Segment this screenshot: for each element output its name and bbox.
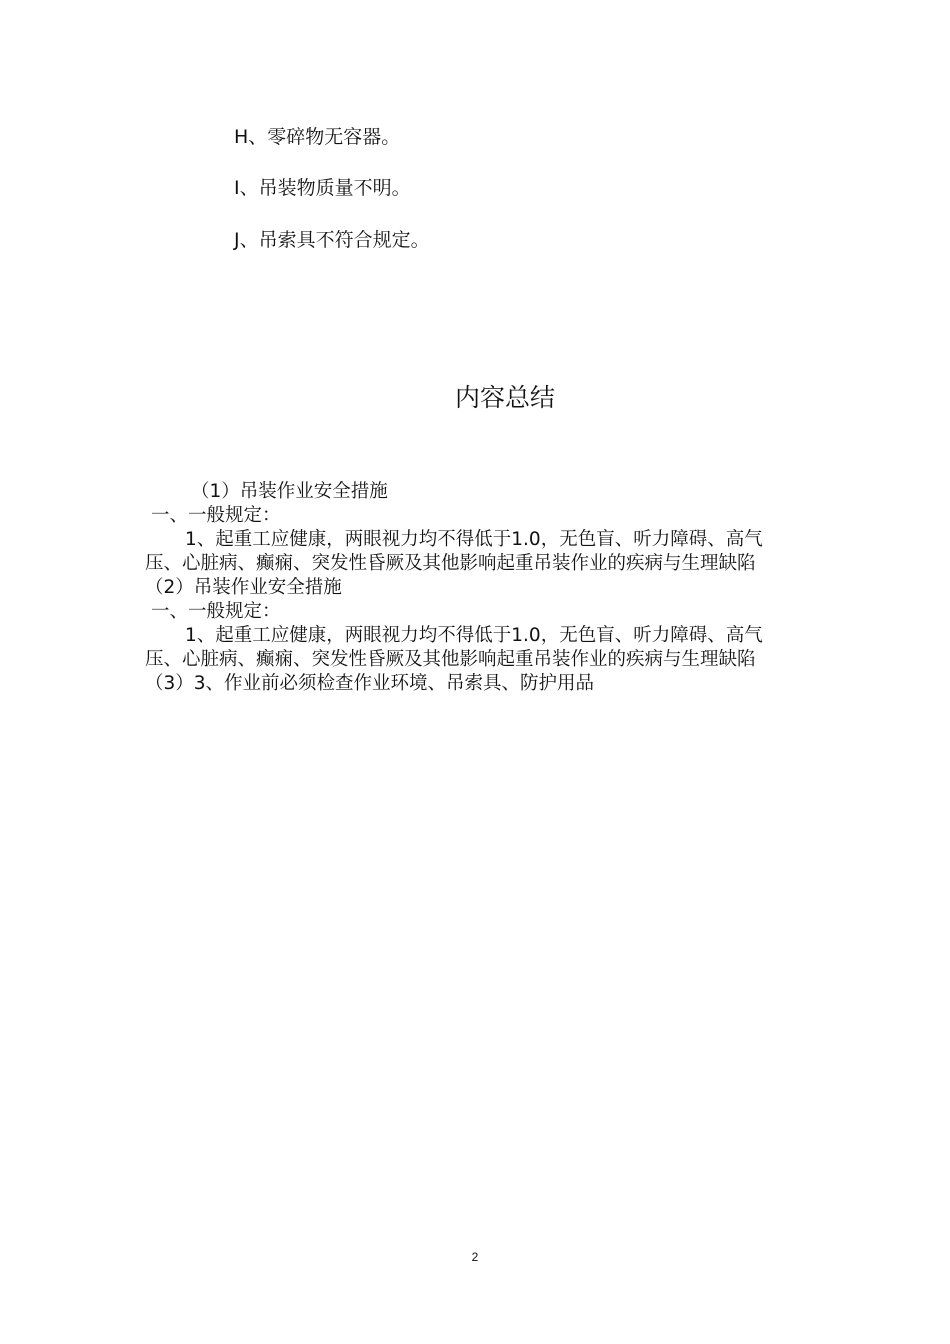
page-number: 2 — [471, 1250, 479, 1264]
summary-line-5: 一、一般规定： — [151, 601, 281, 622]
summary-line-6: 1、起重工应健康，两眼视力均不得低于1.0，无色盲、听力障碍、高气压、心脏病、癫痫、突发性昏厥及其他影响起重吊装作业的疾病与生理缺陷 — [145, 625, 763, 670]
summary-heading: 内容总结 — [454, 383, 555, 412]
summary-line-2: 一、一般规定： — [151, 505, 281, 526]
summary-line-1: （1）吊装作业安全措施 — [191, 481, 388, 502]
summary-body — [145, 480, 795, 696]
list-item-j: J、吊索具不符合规定。 — [234, 229, 430, 251]
summary-line-3: 1、起重工应健康，两眼视力均不得低于1.0，无色盲、听力障碍、高气压、心脏病、癫痫、突发性昏厥及其他影响起重吊装作业的疾病与生理缺陷 — [145, 529, 763, 574]
summary-line-7: （3）3、作业前必须检查作业环境、吊索具、防护用品 — [145, 673, 595, 694]
summary-line-4: （2）吊装作业安全措施 — [145, 577, 342, 598]
list-item-i: I、吊装物质量不明。 — [234, 177, 411, 199]
list-item-h: H、零碎物无容器。 — [234, 126, 401, 148]
